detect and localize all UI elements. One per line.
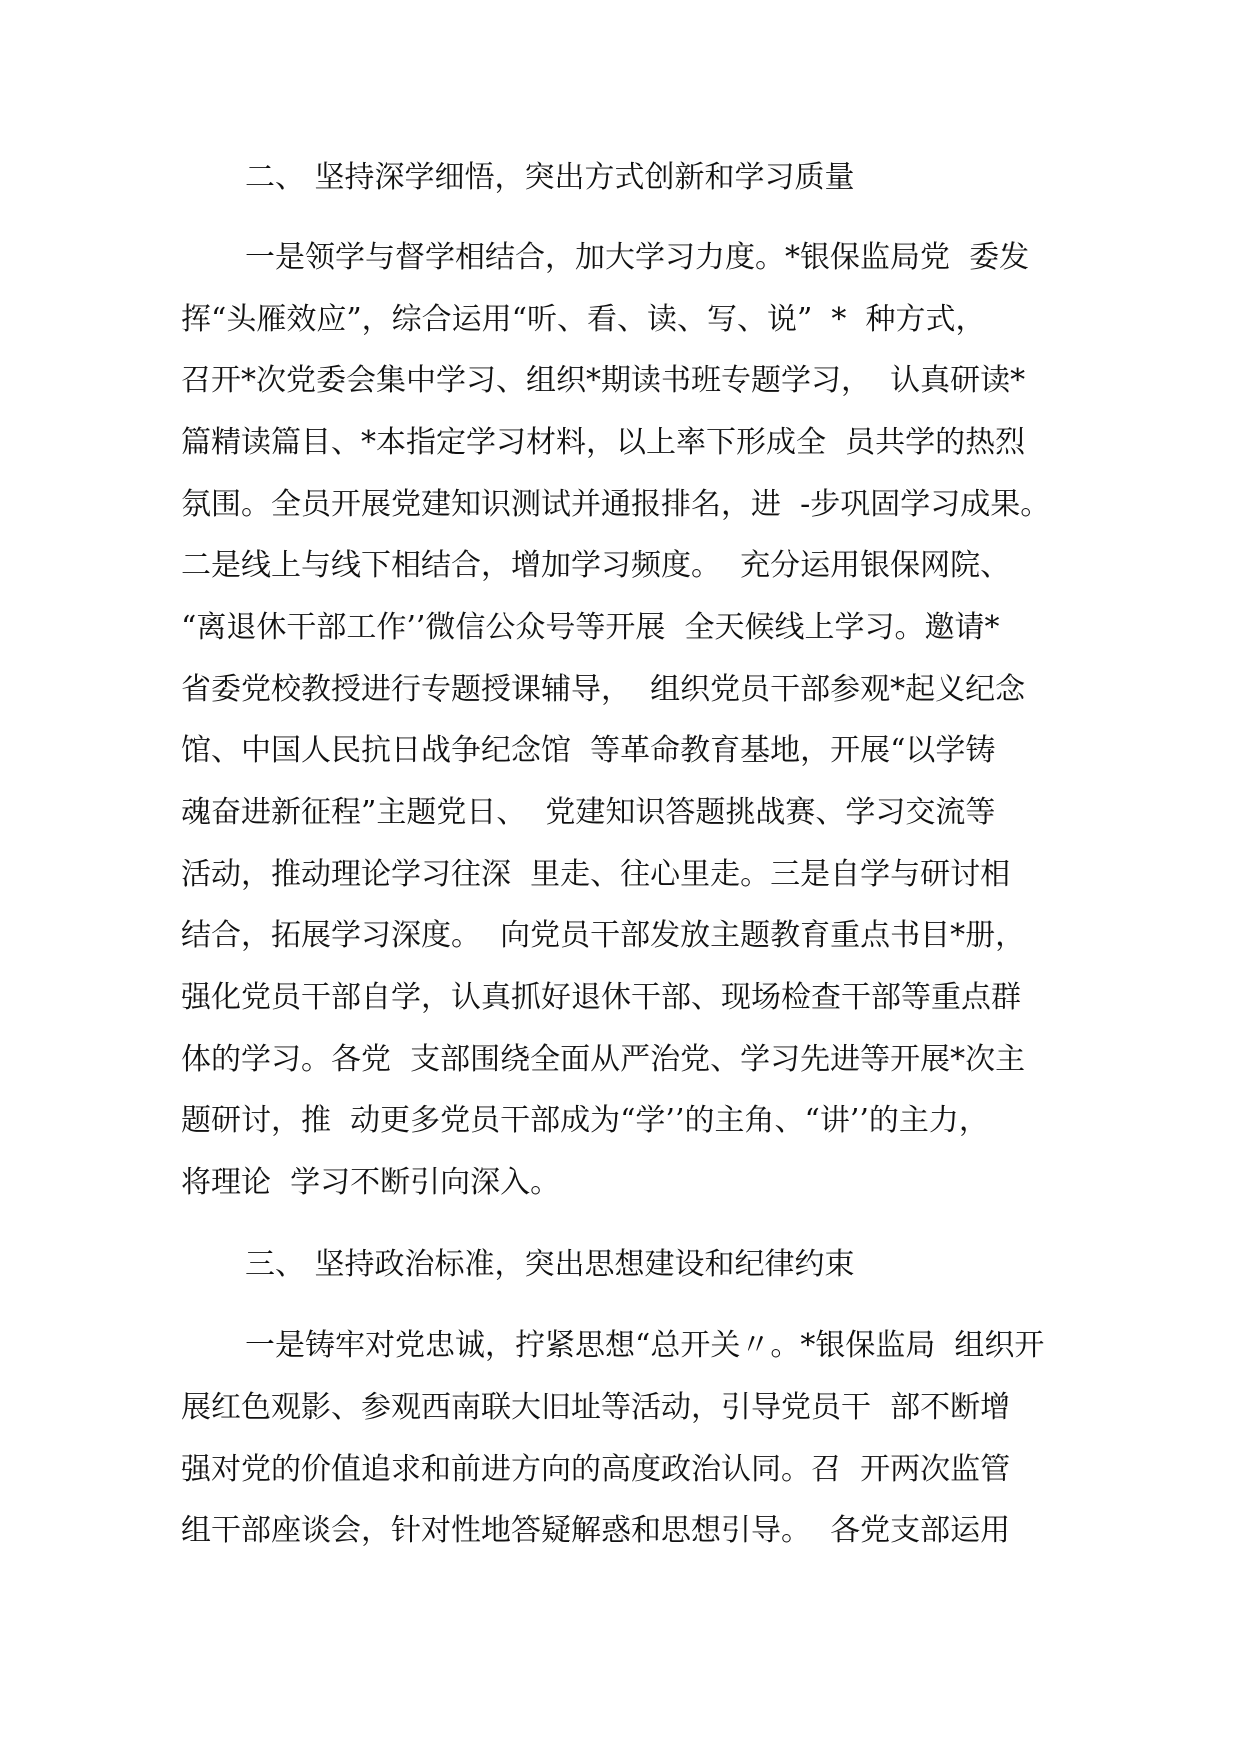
paragraph-line: 篇精读篇目、*本指定学习材料，以上率下形成全 员共学的热烈 — [181, 425, 1026, 460]
paragraph-line: “离退休干部工作’’微信公众号等开展 全天候线上学习。邀请* — [181, 610, 1000, 645]
paragraph-line: 省委党校教授进行专题授课辅导， 组织党员干部参观*起义纪念 — [181, 672, 1026, 707]
paragraph-line: 强化党员干部自学，认真抓好退休干部、现场检查干部等重点群 — [181, 980, 1021, 1015]
section-heading-2: 二、 坚持深学细悟，突出方式创新和学习质量 — [245, 160, 855, 195]
paragraph-line: 强对党的价值追求和前进方向的高度政治认同。召 开两次监管 — [181, 1452, 1011, 1487]
paragraph-line: 将理论 学习不断引向深入。 — [181, 1165, 561, 1200]
paragraph-line: 题研讨，推 动更多党员干部成为“学’’的主角、“讲’’的主力， — [181, 1103, 989, 1138]
paragraph-line: 馆、中国人民抗日战争纪念馆 等革命教育基地，开展“以学铸 — [181, 733, 996, 768]
paragraph-line: 一是铸牢对党忠诚，拧紧思想“总开关〃。*银保监局 组织开 — [245, 1328, 1045, 1363]
paragraph-line: 召开*次党委会集中学习、组织*期读书班专题学习， 认真研读* — [181, 363, 1026, 398]
paragraph-line: 结合，拓展学习深度。 向党员干部发放主题教育重点书目*册， — [181, 918, 1026, 953]
paragraph-line: 活动，推动理论学习往深 里走、往心里走。三是自学与研讨相 — [181, 857, 1011, 892]
paragraph-line: 氛围。全员开展党建知识测试并通报排名，进 -步巩固学习成果。 — [181, 487, 1051, 522]
paragraph-line: 二是线上与线下相结合，增加学习频度。 充分运用银保网院、 — [181, 548, 1011, 583]
paragraph-line: 一是领学与督学相结合，加大学习力度。*银保监局党 委发 — [245, 240, 1030, 275]
section-heading-3: 三、 坚持政治标准，突出思想建设和纪律约束 — [245, 1247, 855, 1282]
paragraph-line: 魂奋进新征程”主题党日、 党建知识答题挑战赛、学习交流等 — [181, 795, 996, 830]
paragraph-line: 组干部座谈会，针对性地答疑解惑和思想引导。 各党支部运用 — [181, 1513, 1011, 1548]
paragraph-line: 展红色观影、参观西南联大旧址等活动，引导党员干 部不断增 — [181, 1390, 1011, 1425]
paragraph-line: 体的学习。各党 支部围绕全面从严治党、学习先进等开展*次主 — [181, 1042, 1026, 1077]
paragraph-line: 挥“头雁效应”，综合运用“听、看、读、写、说” * 种方式， — [181, 302, 986, 337]
